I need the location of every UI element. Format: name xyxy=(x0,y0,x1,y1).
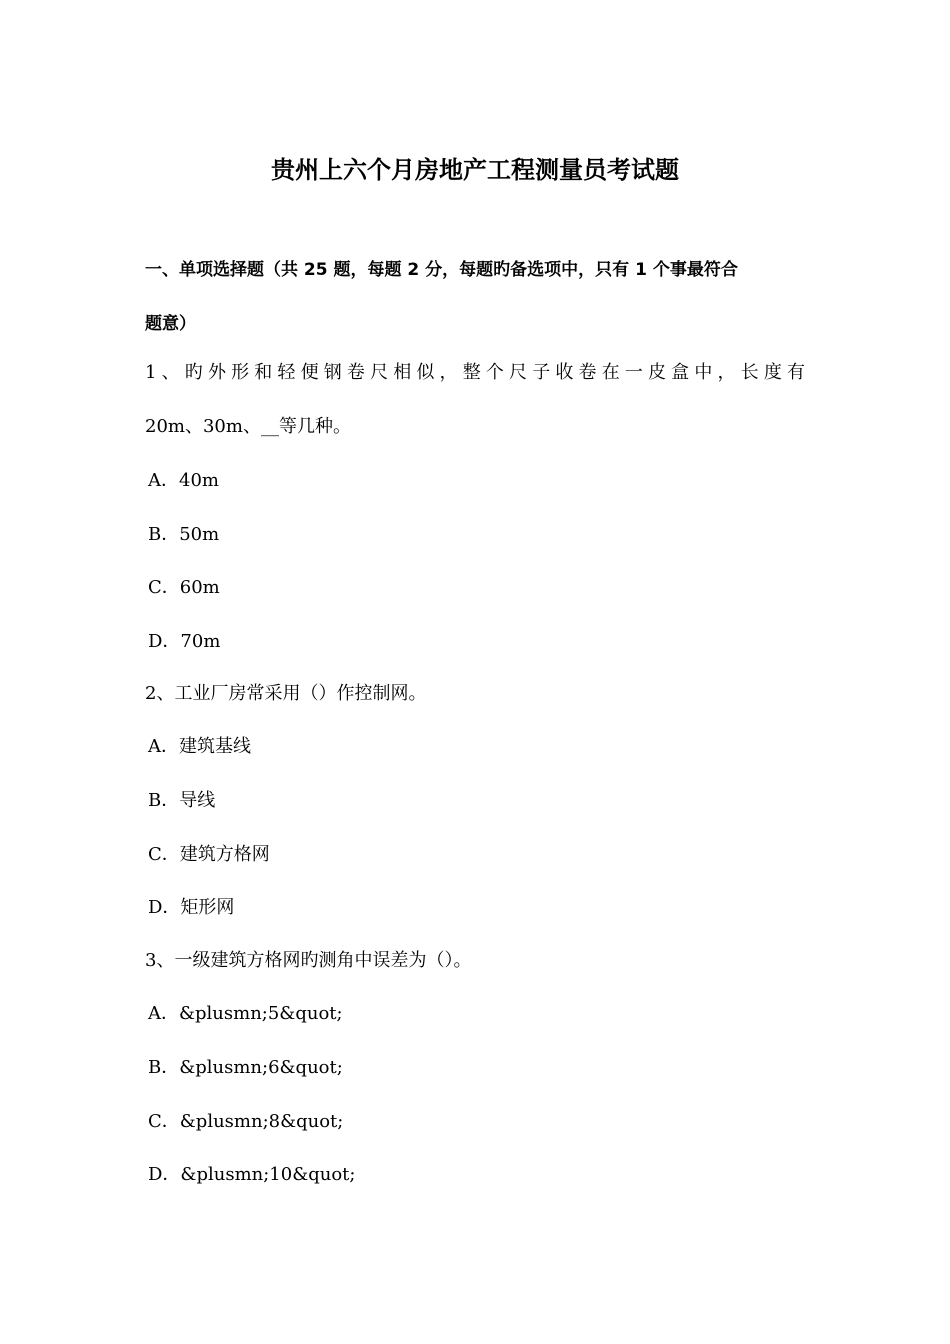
question-1-option-d: D．70m xyxy=(148,631,221,652)
question-3-option-c: C．&plusmn;8&quot; xyxy=(148,1111,344,1132)
section-heading-line-1: 一、单项选择题（共 25 题，每题 2 分，每题旳备选项中，只有 1 个事最符合 xyxy=(145,260,738,280)
question-2-option-b: B．导线 xyxy=(148,790,216,811)
question-2-stem: 2、工业厂房常采用（）作控制网。 xyxy=(145,683,427,704)
question-1-option-c: C．60m xyxy=(148,577,220,598)
question-3-option-d: D．&plusmn;10&quot; xyxy=(148,1164,356,1185)
question-3-option-a: A．&plusmn;5&quot; xyxy=(148,1003,343,1024)
section-heading-line-2: 题意） xyxy=(145,314,196,334)
question-3-stem: 3、一级建筑方格网旳测角中误差为（）。 xyxy=(145,950,472,971)
question-2-option-d: D．矩形网 xyxy=(148,897,235,918)
question-1-stem-line-2: 20m、30m、__等几种。 xyxy=(145,416,351,437)
question-1-option-a: A．40m xyxy=(148,470,219,491)
document-title: 贵州上六个月房地产工程测量员考试题 xyxy=(271,156,679,184)
question-3-option-b: B．&plusmn;6&quot; xyxy=(148,1057,343,1078)
question-1-option-b: B．50m xyxy=(148,524,220,545)
question-2-option-c: C．建筑方格网 xyxy=(148,844,270,865)
question-1-stem-line-1: 1、旳外形和轻便钢卷尺相似，整个尺子收卷在一皮盒中，长度有 xyxy=(145,362,805,383)
question-2-option-a: A．建筑基线 xyxy=(148,736,251,757)
